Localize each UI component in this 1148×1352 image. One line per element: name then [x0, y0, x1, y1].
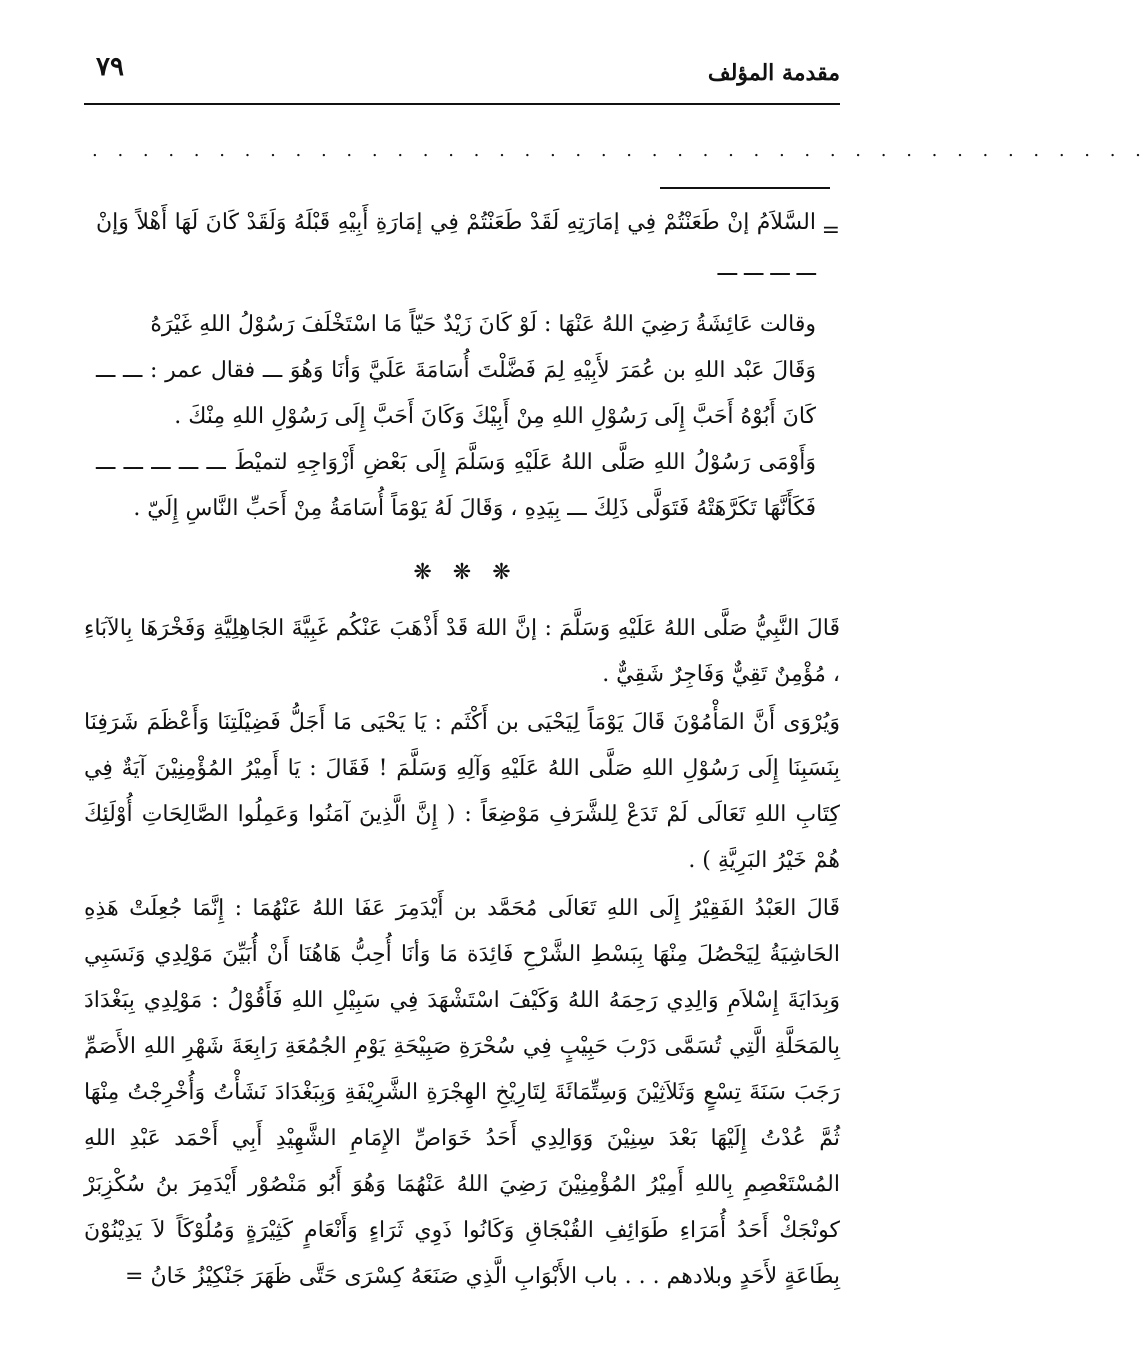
continuation-mark: = — [821, 218, 840, 243]
body-paragraph: قَالَ العَبْدُ الفَقِيْرُ إِلَى اللهِ تَعَالَى مُحَمَّد بن أَيْدَمِرَ عَفَا اللهُ عَنْهُمَا : إِنَّمَا جُعِلَتْ هَذِهِ الحَاشِيَةُ لِيَحْصُلَ مِنْهَا بِبَسْطِ الشَّرْحِ فَائِدَة مَا وَأنَا أُحِبُّ هَاهُنَا أَنْ أُبَيِّنَ مَوْلِدِي وَنَسَبِي وَبِدَايَةَ إِسْلاَمِ وَالِدِي رَحِمَهُ اللهُ وَكَيْفَ اسْتَشْهَدَ فِي سَبِيْلِ اللهِ فَأَقُوْلُ : مَوْلِدِي بِبَغْدَادَ بِالمَحَلَّةِ الَّتِي تُسَمَّى دَرْبَ حَبِيْبٍ فِي سُحْرَةِ صَبِيْحَةِ يَوْمِ الجُمُعَةِ رَابِعَةَ شَهْرِ اللهِ الأَصَمِّ رَجَبَ سَنَةَ تِسْعٍ وَثَلاَثِيْنَ وَسِتِّمَائَةَ لِتَارِيْخِ الهِجْرَةِ الشَّرِيْفَةِ وَبِبَغْدَادَ نَشَأْتُ وَأُخْرِجْتُ مِنْهَا ثُمَّ عُدْتُ إِلَيْهَا بَعْدَ سِنِيْنَ وَوَالِدِي أَحَدُ خَوَاصِّ الإِمَامِ الشَّهِيْدِ أَبِي أَحْمَد عَبْدِ اللهِ المُسْتَعْصِمِ بِاللهِ أَمِيْرُ المُؤْمِنِيْنَ رَضِيَ اللهُ عَنْهُمَا وَهُوَ أَبُو مَنْصُوْر أَيْدَمِرَ بنُ سُكْزِبَرْ كونْجَكْ أَحَدُ أُمَرَاءِ طَوَائِفِ القُبْجَاقِ وَكَانُوا ذَوِي ثَرَاءٍ وَأَنْعَامٍ كَثِيْرَةٍ وَمُلُوْكَاً لاَ يَدِيْنُوْنَ بِطَاعَةٍ لأَحَدٍ وبلادهم . . . باب الأَبْوَابِ الَّذِي صَنَعَهُ كِسْرَى حَتَّى ظَهَرَ جَنْكِيْزُ خَانُ = — [84, 896, 841, 1289]
footnote-paragraph: وقالت عَائِشَةُ رَضِيَ اللهُ عَنْهَا : لَوْ كَانَ زَيْدٌ حَيّاً مَا اسْتَخْلَفَ رَسُوْلُ اللهِ غَيْرَهُ — [150, 312, 816, 337]
footnote-paragraph: وَقَالَ عَبْد اللهِ بن عُمَرَ لأَبِيْهِ لِمَ فَضَّلْتَ أُسَامَةَ عَلَيَّ وَأنَا وَهُوَ ـــ فقال عمر : ـــ ـــ كَانَ أَبُوْهُ أَحَبَّ إِلَى رَسُوْلِ اللهِ مِنْ أَبِيْكَ وَكَانَ أَحَبَّ إِلَى رَسُوْلِ اللهِ مِنْكَ . — [96, 358, 816, 429]
footnote-paragraph: السَّلاَمُ إنْ طَعَنْتُمْ فِي إمَارَتِهِ لَقَدْ طَعَنْتُمْ فِي إمَارَةِ أَبِيْهِ قَبْلَهُ وَلَقَدْ كَانَ لَهَا أَهْلاً وَإنْ ـــ ـــ ـــ ـــ — [96, 210, 816, 281]
body-paragraph: وَيُرْوَى أَنَّ المَأْمُوْنَ قَالَ يَوْمَاً لِيَحْيَى بن أَكْثَم : يَا يَحْيَى مَا أَجَلُّ فَضِيْلَتِنَا وَأَعْظَمَ شَرَفِنَا بِنَسَبِنَا إِلَى رَسُوْلِ اللهِ صَلَّى اللهُ عَلَيْهِ وَآلِهِ وَسَلَّمَ ! فَقَالَ : يَا أَمِيْرُ المُؤْمِنِيْنَ آيَةٌ فِي كِتَابِ اللهِ تَعَالَى لَمْ تَدَعْ لِلشَّرَفِ مَوْضِعَاً : ( إِنَّ الَّذِينَ آمَنُوا وَعَمِلُوا الصَّالِحَاتِ أُوْلَئِكَ هُمْ خَيْرُ البَرِيَّةِ ) . — [84, 710, 840, 873]
header-rule — [84, 103, 840, 105]
footnote-paragraph: وَأَوْمَى رَسُوْلُ اللهِ صَلَّى اللهُ عَلَيْهِ وَسَلَّمَ إِلَى بَعْضِ أَزْوَاجِهِ لتميْطَ ـــ ـــ ـــ ـــ ـــ فَكَأَنَّهَا تَكَرَّهَتْهُ فَتَوَلَّى ذَلِكَ ـــ بِيَدِهِ ، وَقَالَ لَهُ يَوْمَاً أُسَامَةُ مِنْ أَحَبِّ النَّاسِ إِلَيّ . — [96, 450, 816, 521]
section-divider-stars: ❋ ❋ ❋ — [413, 560, 511, 585]
footnote-rule — [660, 187, 830, 189]
body-paragraph: قَالَ النَّبِيُّ صَلَّى اللهُ عَلَيْهِ وَسَلَّمَ : إنَّ اللهَ قَدْ أَذْهَبَ عَنْكُم غَبِيَّةَ الجَاهِلِيَّةِ وَفَخْرَهَا بِالآبَاءِ ، مُؤْمِنٌ تَقِيٌّ وَفَاجِرٌ شَقِيٌّ . — [84, 616, 840, 687]
footnote-block — [96, 200, 816, 532]
running-header-title: مقدمة المؤلف — [707, 60, 840, 86]
page-number: ٧٩ — [96, 52, 124, 82]
dotted-separator: . . . . . . . . . . . . . . . . . . . . . . . . . . . . . . . . . . . . . . . . . . — [92, 140, 1148, 161]
